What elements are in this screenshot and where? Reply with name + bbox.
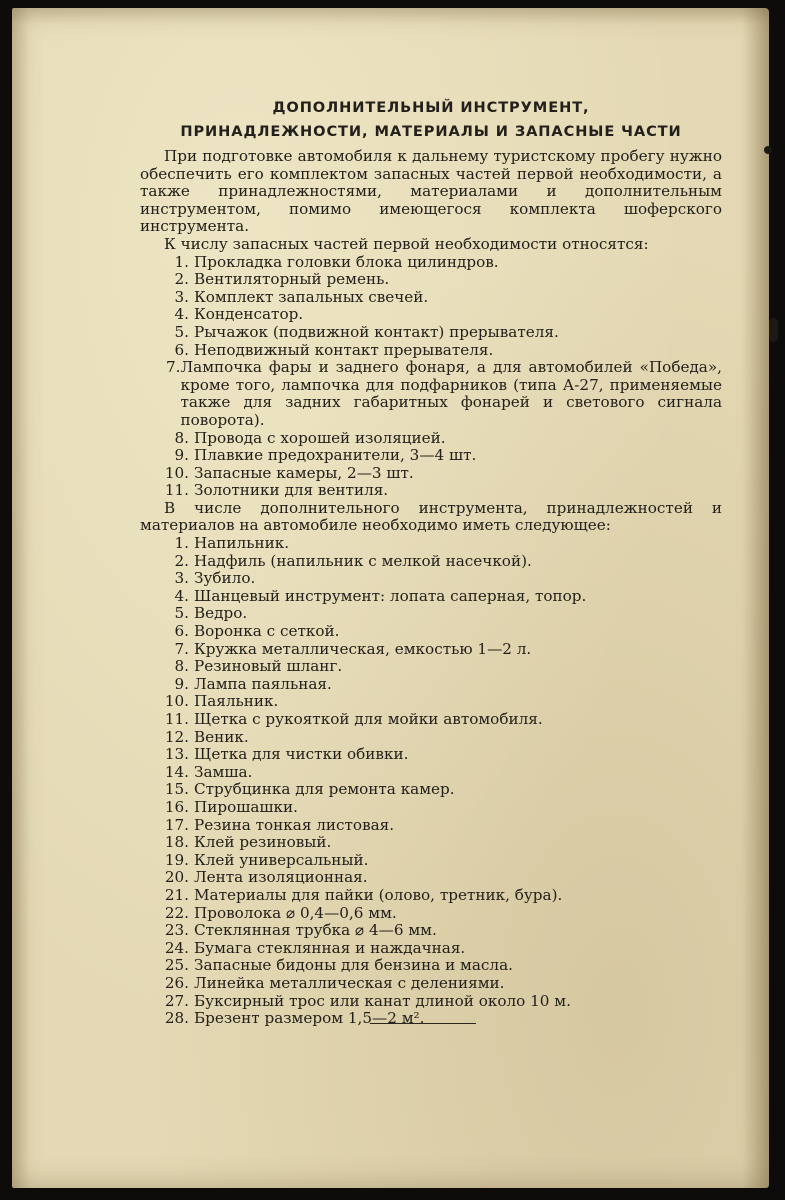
item-number: 7. bbox=[166, 358, 181, 377]
item-number: 23. bbox=[164, 921, 189, 940]
list-item bbox=[140, 447, 722, 465]
item-number: 21. bbox=[164, 885, 189, 904]
title-line-2: ПРИНАДЛЕЖНОСТИ, МАТЕРИАЛЫ И ЗАПАСНЫЕ ЧАСТИ bbox=[180, 123, 682, 140]
item-text: Проволока ⌀ 0,4—0,6 мм. bbox=[194, 903, 397, 922]
item-number: 10. bbox=[164, 692, 189, 711]
item-number: 19. bbox=[164, 850, 189, 869]
item-text: Вентиляторный ремень. bbox=[194, 270, 390, 289]
item-text: Струбцинка для ремонта камер. bbox=[194, 780, 455, 799]
item-text: Конденсатор. bbox=[194, 305, 304, 324]
item-text: Паяльник. bbox=[194, 692, 279, 711]
list-item bbox=[140, 887, 722, 905]
list-item bbox=[140, 465, 722, 483]
item-text: Шанцевый инструмент: лопата саперная, топор. bbox=[194, 586, 587, 605]
item-number: 11. bbox=[164, 710, 189, 728]
item-text: Ведро. bbox=[194, 604, 248, 623]
item-number: 24. bbox=[164, 938, 189, 957]
item-text: Линейка металлическая с делениями. bbox=[194, 973, 505, 992]
item-text: Лампа паяльная. bbox=[194, 674, 332, 693]
tools-intro: В числе дополнительного инструмента, принадлежностей и материалов на автомобиле необходимо иметь следующее: bbox=[140, 498, 722, 535]
list-item bbox=[140, 324, 722, 342]
list-item bbox=[140, 254, 722, 272]
list-item bbox=[140, 570, 722, 588]
list-item bbox=[140, 553, 722, 571]
item-number: 18. bbox=[164, 833, 189, 852]
item-number: 6. bbox=[174, 622, 189, 641]
list-item bbox=[140, 993, 722, 1011]
item-number: 20. bbox=[164, 868, 189, 887]
list-item bbox=[140, 623, 722, 641]
item-text: Лента изоляционная. bbox=[194, 868, 368, 887]
item-number: 22. bbox=[164, 903, 189, 922]
item-number: 4. bbox=[174, 305, 189, 324]
item-text: Плавкие предохранители, 3—4 шт. bbox=[194, 446, 477, 465]
item-number: 9. bbox=[174, 446, 189, 465]
item-number: 8. bbox=[174, 657, 189, 676]
list-item bbox=[140, 271, 722, 289]
item-text: Запасные бидоны для бензина и масла. bbox=[194, 956, 513, 975]
item-number: 15. bbox=[164, 780, 189, 799]
item-text: Материалы для пайки (олово, третник, бура). bbox=[194, 885, 563, 904]
item-text: Надфиль (напильник с мелкой насечкой). bbox=[194, 551, 532, 570]
item-text: Воронка с сеткой. bbox=[194, 622, 340, 641]
item-text: Буксирный трос или канат длиной около 10 м. bbox=[194, 991, 571, 1010]
item-text: Провода с хорошей изоляцией. bbox=[194, 428, 446, 447]
list-item bbox=[140, 605, 722, 623]
list-item bbox=[140, 957, 722, 975]
item-number: 26. bbox=[164, 973, 189, 992]
end-rule bbox=[370, 1023, 476, 1024]
item-text: Неподвижный контакт прерывателя. bbox=[194, 340, 494, 359]
item-text: Щетка с рукояткой для мойки автомобиля. bbox=[194, 710, 543, 728]
item-text: Комплект запальных свечей. bbox=[194, 287, 429, 306]
list-item bbox=[140, 781, 722, 799]
item-number: 3. bbox=[174, 569, 189, 588]
item-text: Пирошашки. bbox=[194, 797, 298, 816]
list-item bbox=[140, 535, 722, 553]
list-item bbox=[140, 834, 722, 852]
list-item bbox=[140, 359, 722, 429]
list-item bbox=[140, 641, 722, 659]
list-item bbox=[140, 975, 722, 993]
list-item bbox=[140, 676, 722, 694]
item-text: Клей универсальный. bbox=[194, 850, 369, 869]
list-item bbox=[140, 852, 722, 870]
list-item bbox=[140, 729, 722, 747]
list-item bbox=[140, 588, 722, 606]
list-item bbox=[140, 693, 722, 711]
item-number: 4. bbox=[174, 586, 189, 605]
item-text: Резина тонкая листовая. bbox=[194, 815, 395, 834]
item-number: 27. bbox=[164, 991, 189, 1010]
list-item bbox=[140, 289, 722, 307]
item-number: 13. bbox=[164, 745, 189, 764]
item-number: 8. bbox=[174, 428, 189, 447]
item-number: 1. bbox=[174, 252, 189, 271]
page-text bbox=[140, 96, 722, 1028]
tools-list bbox=[140, 535, 722, 1028]
item-text: Веник. bbox=[194, 727, 249, 746]
list-item bbox=[140, 869, 722, 887]
list-item bbox=[140, 799, 722, 817]
list-item bbox=[140, 764, 722, 782]
binding-mark bbox=[769, 318, 778, 342]
item-text: Брезент размером 1,5—2 м². bbox=[194, 1009, 425, 1028]
item-number: 5. bbox=[174, 322, 189, 341]
list-item bbox=[140, 306, 722, 324]
binding-mark bbox=[764, 146, 772, 154]
item-text: Рычажок (подвижной контакт) прерывателя. bbox=[194, 322, 559, 341]
list-item bbox=[140, 817, 722, 835]
item-text: Бумага стеклянная и наждачная. bbox=[194, 938, 466, 957]
list-item bbox=[140, 658, 722, 676]
item-number: 12. bbox=[164, 727, 189, 746]
item-number: 2. bbox=[174, 551, 189, 570]
intro-paragraph: При подготовке автомобиля к дальнему туристскому пробегу нужно обеспечить его комплектом запасных частей первой необходимости, а также принадлежностями, материалами и дополнительным инструментом, помимо имеющегося комплекта шоферского инструмента. bbox=[140, 147, 722, 236]
item-number: 3. bbox=[174, 287, 189, 306]
item-text: Запасные камеры, 2—3 шт. bbox=[194, 463, 414, 482]
title-line-1: ДОПОЛНИТЕЛЬНЫЙ ИНСТРУМЕНТ, bbox=[272, 99, 590, 116]
item-text: Прокладка головки блока цилиндров. bbox=[194, 252, 499, 271]
list-item bbox=[140, 746, 722, 764]
item-text: Клей резиновый. bbox=[194, 833, 332, 852]
list-item bbox=[140, 430, 722, 448]
item-number: 11. bbox=[164, 481, 189, 500]
item-text: Стеклянная трубка ⌀ 4—6 мм. bbox=[194, 921, 437, 940]
item-number: 16. bbox=[164, 797, 189, 816]
item-number: 17. bbox=[164, 815, 189, 834]
item-text: Лампочка фары и заднего фонаря, а для автомобилей «Победа», кроме того, лампочка для подфарников (типа А-27, применяемые также для задних габаритных фонарей и светового сигнала поворота). bbox=[180, 358, 722, 429]
item-number: 28. bbox=[164, 1009, 189, 1028]
item-number: 1. bbox=[174, 534, 189, 553]
item-number: 2. bbox=[174, 270, 189, 289]
list-item bbox=[140, 711, 722, 729]
item-number: 6. bbox=[174, 340, 189, 359]
list-item bbox=[140, 1010, 722, 1028]
page-title bbox=[140, 96, 722, 144]
list-item bbox=[140, 922, 722, 940]
item-text: Зубило. bbox=[194, 569, 256, 588]
book-page bbox=[12, 8, 769, 1188]
item-number: 9. bbox=[174, 674, 189, 693]
item-text: Золотники для вентиля. bbox=[194, 481, 389, 500]
spare-parts-list bbox=[140, 254, 722, 500]
item-number: 25. bbox=[164, 956, 189, 975]
list-item bbox=[140, 940, 722, 958]
spare-parts-intro: К числу запасных частей первой необходимости относятся: bbox=[164, 234, 649, 253]
list-item bbox=[140, 342, 722, 360]
item-text: Щетка для чистки обивки. bbox=[194, 745, 409, 764]
item-number: 14. bbox=[164, 762, 189, 781]
item-text: Кружка металлическая, емкостью 1—2 л. bbox=[194, 639, 532, 658]
item-number: 7. bbox=[174, 639, 189, 658]
list-item bbox=[140, 482, 722, 500]
item-text: Напильник. bbox=[194, 534, 290, 553]
list-item bbox=[140, 905, 722, 923]
item-number: 10. bbox=[164, 463, 189, 482]
item-text: Замша. bbox=[194, 762, 253, 781]
item-number: 5. bbox=[174, 604, 189, 623]
item-text: Резиновый шланг. bbox=[194, 657, 343, 676]
